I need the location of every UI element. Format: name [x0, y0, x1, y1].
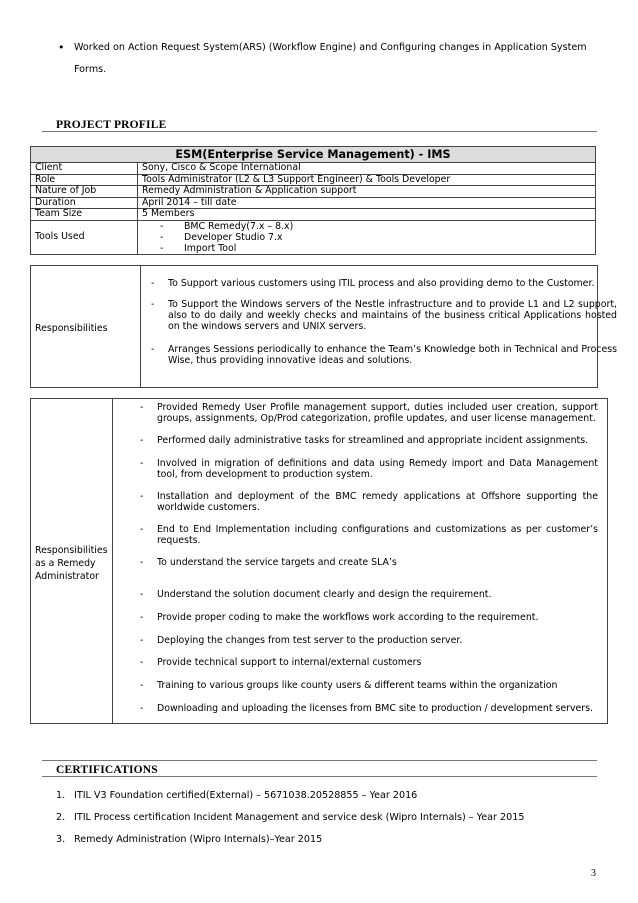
project-table — [30, 146, 596, 255]
tools-list — [142, 221, 591, 254]
table-row — [31, 163, 596, 175]
dash-icon: - — [151, 344, 155, 355]
dash-icon: - — [140, 680, 144, 691]
item-text: ITIL V3 Foundation certified(External) – 5671038.20528855 – Year 2016 — [74, 790, 418, 801]
dash-icon: - — [160, 231, 164, 243]
item-text: Arranges Sessions periodically to enhance the Team’s Knowledge both in Technical and Process Wise, thus providing innovative ideas and solutions. — [168, 344, 617, 366]
section-divider-top — [42, 760, 597, 761]
certifications-title: CERTIFICATIONS — [56, 764, 158, 776]
item-text: Downloading and uploading the licenses from BMC site to production / development servers. — [157, 703, 594, 714]
list-item — [142, 221, 591, 232]
dash-icon: - — [140, 589, 144, 600]
bullet-text-line2: Forms. — [74, 64, 107, 75]
project-profile-title: PROJECT PROFILE — [56, 119, 167, 131]
dash-icon: - — [140, 524, 144, 535]
table-row — [31, 220, 596, 254]
item-text: To Support the Windows servers of the Nestle infrastructure and to provide L1 and L2 support, also to do daily and weekly checks and maintains of the business critical Applications hosted on the windows servers and UNIX servers. — [168, 299, 617, 332]
dash-icon: - — [140, 402, 144, 413]
dash-icon: - — [140, 458, 144, 469]
section-divider — [42, 131, 597, 132]
table-row — [31, 174, 596, 186]
table-row — [31, 197, 596, 209]
row-value: Tools Administrator (L2 & L3 Support Engineer) & Tools Developer — [138, 174, 596, 186]
dash-icon: - — [151, 278, 155, 289]
project-name: ESM(Enterprise Service Management) - IMS — [31, 147, 596, 163]
list-item — [142, 243, 591, 254]
item-text: Deploying the changes from test server to the production server. — [157, 635, 463, 646]
item-number: 2. — [56, 812, 66, 823]
dash-icon: - — [140, 635, 144, 646]
responsibilities-box — [30, 265, 617, 388]
row-label: Tools Used — [31, 220, 138, 254]
item-text: Remedy Administration (Wipro Internals)–Year 2015 — [74, 834, 323, 845]
bullet-text-line1: Worked on Action Request System(ARS) (Workflow Engine) and Configuring changes in Application System — [74, 42, 587, 53]
section-divider — [42, 776, 597, 777]
dash-icon: - — [140, 557, 144, 568]
item-text: End to End Implementation including configurations and customizations as per customer’s requests. — [157, 524, 598, 546]
tool-name: Import Tool — [184, 242, 237, 254]
item-text: Installation and deployment of the BMC remedy applications at Offshore supporting the worldwide customers. — [157, 491, 598, 513]
row-value — [138, 220, 596, 254]
table-row — [31, 186, 596, 198]
bullet-icon: • — [58, 41, 65, 54]
list-item — [142, 232, 591, 243]
row-label: Nature of Job — [31, 186, 138, 198]
item-text: Understand the solution document clearly and design the requirement. — [157, 589, 492, 600]
tool-name: BMC Remedy(7.x – 8.x) — [184, 220, 294, 232]
dash-icon: - — [160, 242, 164, 254]
label-line: as a Remedy — [35, 558, 96, 569]
dash-icon: - — [140, 703, 144, 714]
remedy-admin-box — [30, 398, 608, 724]
item-text: ITIL Process certification Incident Management and service desk (Wipro Internals) – Year 2015 — [74, 812, 525, 823]
label-line: Administrator — [35, 571, 99, 582]
item-text: Provide technical support to internal/external customers — [157, 657, 422, 668]
row-label: Duration — [31, 197, 138, 209]
table-row — [31, 209, 596, 221]
dash-icon: - — [140, 612, 144, 623]
item-text: Provide proper coding to make the workflows work according to the requirement. — [157, 612, 539, 623]
row-value: Sony, Cisco & Scope International — [138, 163, 596, 175]
row-label: Client — [31, 163, 138, 175]
dash-icon: - — [140, 491, 144, 502]
row-value: April 2014 – till date — [138, 197, 596, 209]
tool-name: Developer Studio 7.x — [184, 231, 283, 243]
item-text: Performed daily administrative tasks for streamlined and appropriate incident assignments. — [157, 435, 589, 446]
item-text: To understand the service targets and create SLA’s — [157, 557, 397, 568]
dash-icon: - — [140, 435, 144, 446]
row-label: Role — [31, 174, 138, 186]
responsibilities-label: Responsibilities — [35, 323, 108, 334]
remedy-admin-label — [35, 544, 108, 583]
row-value: 5 Members — [138, 209, 596, 221]
page-number: 3 — [591, 868, 596, 879]
item-text: Involved in migration of definitions and data using Remedy import and Data Management tool, from development to production system. — [157, 458, 598, 480]
item-text: Provided Remedy User Profile management support, duties included user creation, support groups, assignments, Op/Prod categorization, profile updates, and user license management. — [157, 402, 598, 424]
item-number: 1. — [56, 790, 66, 801]
row-value: Remedy Administration & Application support — [138, 186, 596, 198]
item-text: To Support various customers using ITIL process and also providing demo to the Customer. — [168, 278, 595, 289]
dash-icon: - — [160, 220, 164, 232]
item-number: 3. — [56, 834, 66, 845]
dash-icon: - — [151, 299, 155, 310]
dash-icon: - — [140, 657, 144, 668]
label-line: Responsibilities — [35, 545, 108, 556]
item-text: Training to various groups like county users & different teams within the organization — [157, 680, 558, 691]
row-label: Team Size — [31, 209, 138, 221]
